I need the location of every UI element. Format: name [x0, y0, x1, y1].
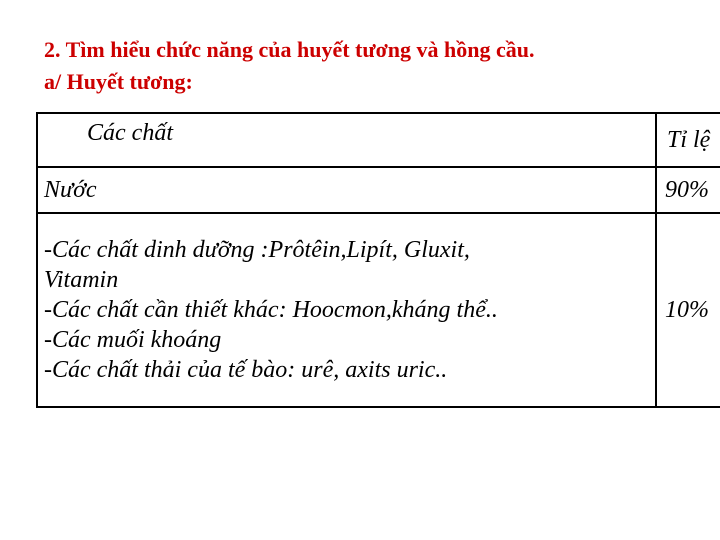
header-substances-cell — [37, 113, 656, 167]
heading-line-2: a/ Huyết tương: — [44, 69, 193, 94]
substance-line: -Các chất dinh dưỡng :Prôtêin,Lipít, Gluxit, — [44, 237, 470, 263]
table-header-row — [37, 113, 720, 167]
header-ratio-cell — [656, 113, 720, 167]
water-ratio-cell — [656, 167, 720, 213]
substance-line: -Các chất cần thiết khác: Hoocmon,kháng thể.. — [44, 297, 498, 323]
substance-line: Vitamin — [44, 267, 119, 293]
header-substances: Các chất — [87, 120, 173, 146]
table-row — [37, 213, 720, 407]
composition-table — [36, 112, 720, 408]
other-substances-cell — [37, 213, 656, 407]
other-ratio: 10% — [665, 296, 709, 323]
slide-heading — [44, 34, 704, 98]
header-ratio: Tỉ lệ — [667, 126, 711, 153]
substance-line: -Các muối khoáng — [44, 327, 222, 353]
table-row — [37, 167, 720, 213]
water-ratio: 90% — [665, 176, 709, 203]
water-cell — [37, 167, 656, 213]
substance-line: -Các chất thải của tế bào: urê, axits uric.. — [44, 357, 448, 383]
water-label: Nước — [44, 176, 97, 203]
other-ratio-cell — [656, 213, 720, 407]
heading-line-1: 2. Tìm hiểu chức năng của huyết tương và hồng cầu. — [44, 37, 535, 62]
